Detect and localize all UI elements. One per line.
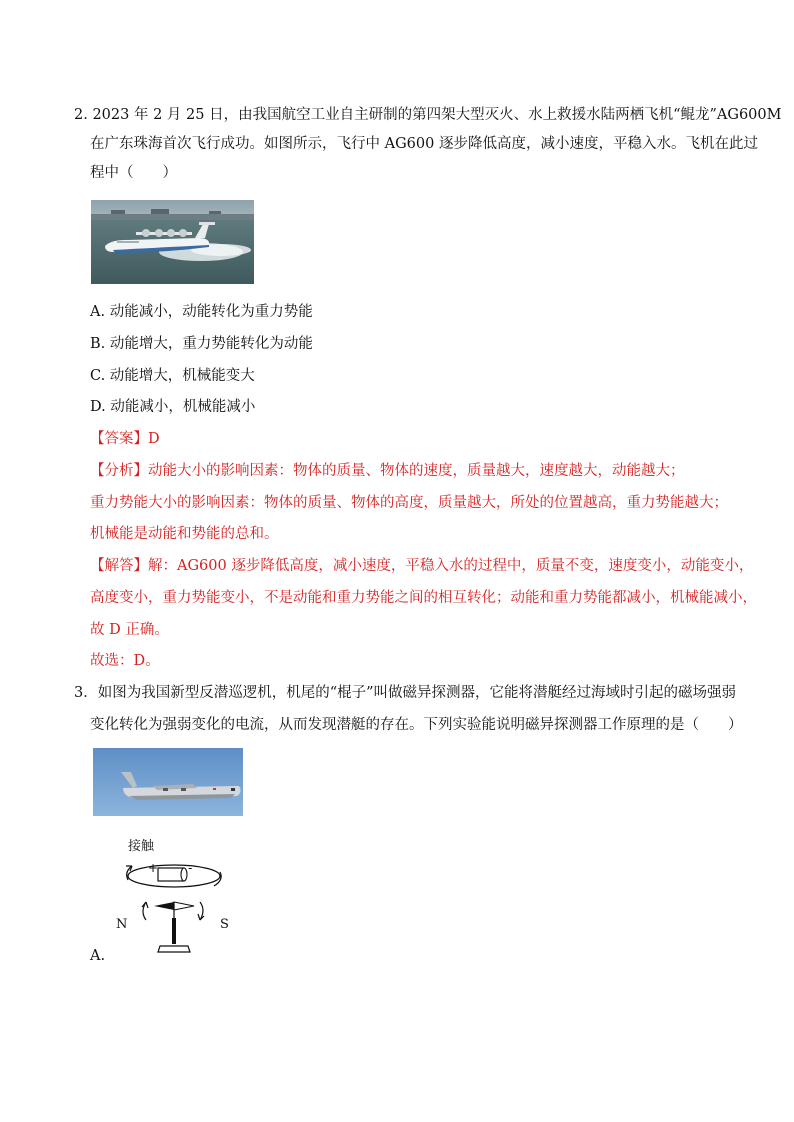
q2-stem-line-1: 2. 2023 年 2 月 25 日，由我国航空工业自主研制的第四架大型灭火、水上救援水陆两栖飞机“鲲龙”AG600M — [74, 107, 782, 123]
battery-icon — [158, 868, 184, 881]
q3-stem-line-2: 变化转化为强弱变化的电流，从而发现潜艇的存在。下列实验能说明磁异探测器工作原理的是（ ） — [90, 717, 743, 733]
q2-stem-line-2: 在广东珠海首次飞行成功。如图所示，飞行中 AG600 逐步降低高度，减小速度，平稳入水。飞机在此过 — [90, 136, 758, 152]
diagram-label-s: S — [220, 917, 229, 932]
diagram-minus-sign: - — [188, 861, 193, 875]
q2-option-d: D. 动能减小，机械能减小 — [90, 399, 256, 415]
q2-option-c: C. 动能增大，机械能变大 — [90, 368, 255, 384]
q2-analysis-line-2: 重力势能大小的影响因素：物体的质量、物体的高度，质量越大，所处的位置越高，重力势能越大； — [90, 495, 728, 511]
q2-solution-line-4: 故选：D。 — [90, 653, 160, 669]
q2-option-a: A. 动能减小，动能转化为重力势能 — [90, 304, 313, 320]
q3-option-a-label: A. — [90, 948, 106, 964]
q3-stem-line-1: 3．如图为我国新型反潜巡逻机，机尾的“棍子”叫做磁异探测器，它能将潜艇经过海域时引起的磁场强弱 — [74, 685, 737, 701]
needle-south — [174, 902, 194, 910]
diagram-label-contact: 接触 — [128, 839, 155, 854]
q2-solution-line-3: 故 D 正确。 — [90, 622, 169, 638]
diagram-plus-sign: + — [148, 861, 159, 875]
diagram-label-n: N — [116, 917, 128, 932]
q2-analysis-line-3: 机械能是动能和势能的总和。 — [90, 526, 279, 542]
q2-stem-line-3: 程中（ ） — [90, 165, 177, 181]
patrol-aircraft-photo — [93, 748, 243, 816]
q2-answer: 【答案】D — [90, 431, 160, 447]
ag600-photo — [91, 200, 254, 284]
q2-option-b: B. 动能增大，重力势能转化为动能 — [90, 336, 313, 352]
experiment-diagram — [110, 832, 250, 960]
needle-north — [154, 902, 174, 910]
q2-analysis-line-1: 【分析】动能大小的影响因素：物体的质量、物体的速度，质量越大，速度越大，动能越大； — [90, 463, 685, 479]
q2-solution-line-2: 高度变小，重力势能变小，不是动能和重力势能之间的相互转化；动能和重力势能都减小，机械能减小， — [90, 590, 757, 606]
q2-solution-line-1: 【解答】解：AG600 逐步降低高度，减小速度，平稳入水的过程中，质量不变，速度变小，动能变小， — [90, 558, 754, 574]
